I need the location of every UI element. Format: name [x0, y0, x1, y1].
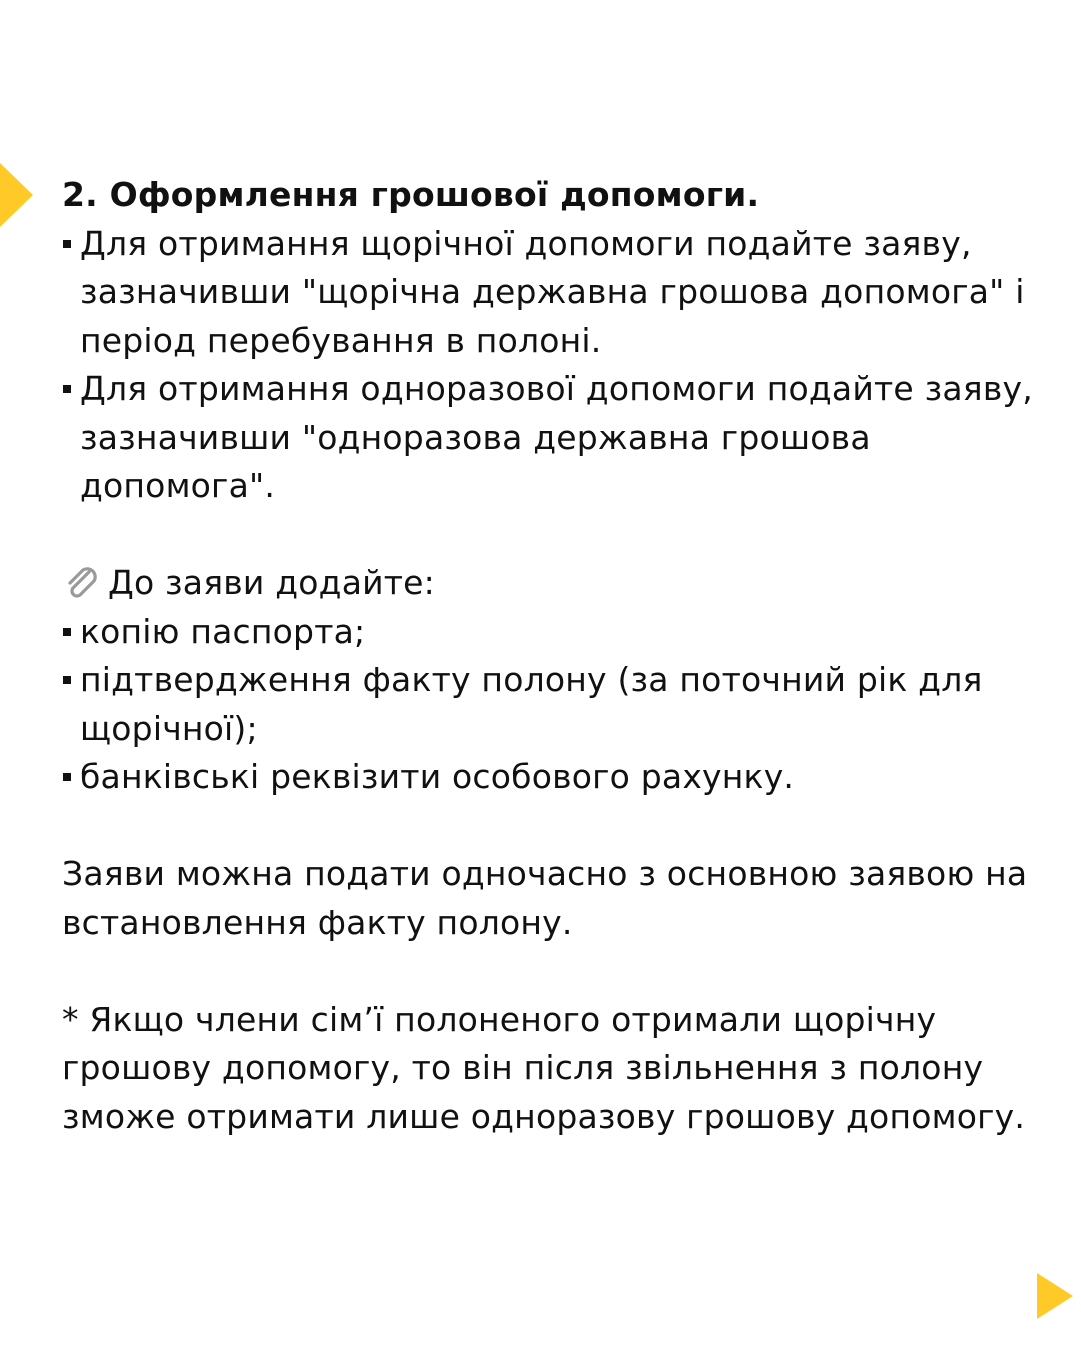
- spacer: [62, 947, 1067, 996]
- note-paragraph: Заяви можна подати одночасно з основною заявою на встановлення факту полону.: [62, 854, 1028, 942]
- attachment-item-bank-details: банківські реквізити особового рахунку.: [62, 753, 1067, 802]
- main-content: [62, 171, 1067, 1141]
- spacer: [62, 802, 1067, 851]
- section-heading: 2. Оформлення грошової допомоги.: [62, 175, 760, 214]
- application-bullets: [62, 220, 1067, 511]
- bullet-annual-aid: Для отримання щорічної допомоги подайте заяву, зазначивши "щорічна державна грошова допомога" і період перебування в полоні.: [62, 220, 1067, 366]
- paperclip-icon: [62, 563, 102, 603]
- bullet-one-time-aid: Для отримання одноразової допомоги подайте заяву, зазначивши "одноразова державна грошова допомога".: [62, 365, 1067, 511]
- footnote-paragraph: * Якщо члени сім’ї полоненого отримали щорічну грошову допомогу, то він після звільнення з полону зможе отримати лише одноразову грошову допомогу.: [62, 999, 1026, 1136]
- attachments-title: До заяви додайте:: [108, 563, 436, 602]
- spacer: [62, 511, 1067, 560]
- attachment-item-passport: копію паспорта;: [62, 608, 1067, 657]
- attachments-title-row: [62, 559, 1067, 608]
- attachment-item-captivity-proof: підтвердження факту полону (за поточний рік для щорічної);: [62, 656, 1067, 753]
- decorative-left-triangle: [0, 163, 33, 227]
- next-slide-arrow-icon: [1037, 1273, 1073, 1319]
- attachments-list: [62, 608, 1067, 802]
